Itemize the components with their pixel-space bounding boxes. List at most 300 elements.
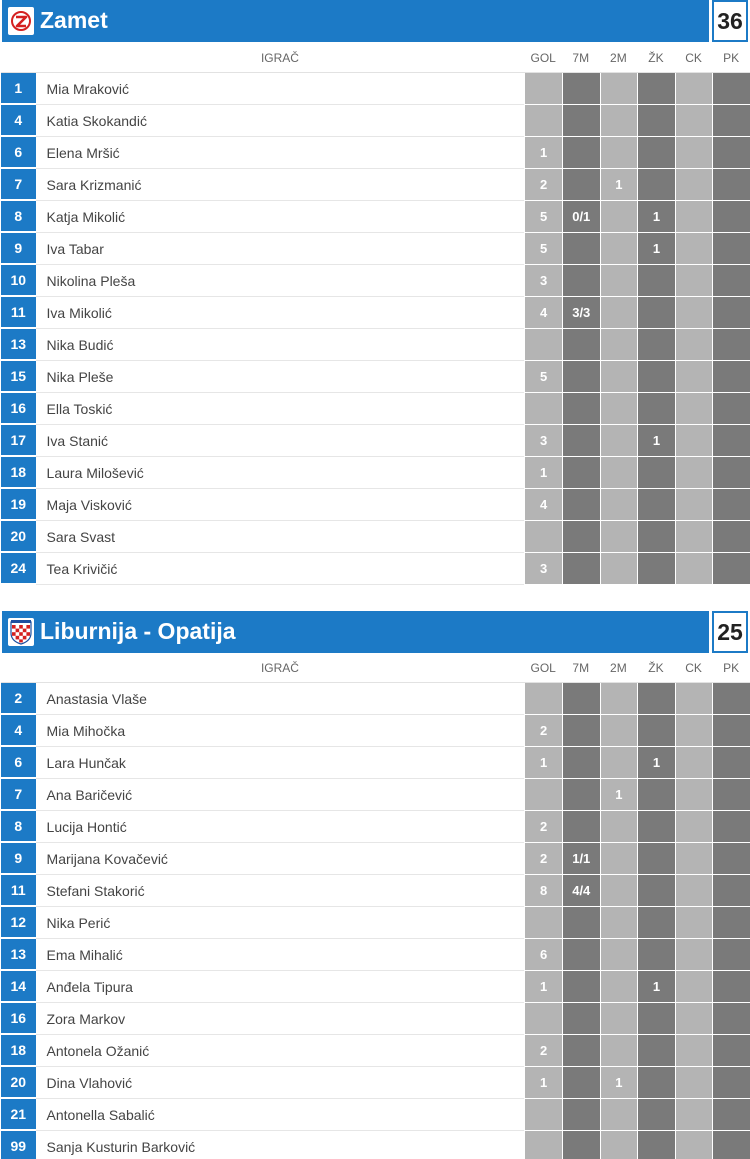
player-number: 8 (1, 811, 36, 843)
player-column-header: IGRAČ (36, 43, 525, 73)
stat-gol-cell: 4 (524, 489, 562, 521)
table-row (1, 1099, 750, 1131)
stat-pk-cell (712, 843, 750, 875)
stat-ck-cell (675, 875, 713, 907)
stat-ck-cell (675, 137, 713, 169)
stat-2m-cell (600, 1131, 638, 1159)
player-name: Iva Tabar (36, 233, 525, 265)
stat-zk-cell (637, 715, 675, 747)
player-number: 9 (1, 233, 36, 265)
stat-gol-cell: 1 (524, 457, 562, 489)
stat-7m-cell (562, 779, 600, 811)
table-row (1, 553, 750, 585)
stat-ck-cell (675, 169, 713, 201)
team-title-bar (2, 0, 709, 42)
gol-column-header: GOL (524, 43, 562, 73)
stat-2m-cell (600, 361, 638, 393)
stat-7m-cell (562, 1099, 600, 1131)
number-column-header (1, 43, 36, 73)
player-name: Ema Mihalić (36, 939, 525, 971)
table-row (1, 843, 750, 875)
stat-pk-cell (712, 521, 750, 553)
stat-zk-cell (637, 1067, 675, 1099)
table-row (1, 747, 750, 779)
stat-7m-cell: 3/3 (562, 297, 600, 329)
table-row (1, 425, 750, 457)
stat-ck-cell (675, 811, 713, 843)
stat-7m-cell (562, 683, 600, 715)
stat-gol-cell: 8 (524, 875, 562, 907)
stat-ck-cell (675, 843, 713, 875)
player-number: 7 (1, 169, 36, 201)
player-name: Antonela Ožanić (36, 1035, 525, 1067)
stat-gol-cell (524, 683, 562, 715)
player-number: 2 (1, 683, 36, 715)
player-name: Marijana Kovačević (36, 843, 525, 875)
2m-column-header: 2M (600, 653, 638, 683)
pk-column-header: PK (712, 653, 750, 683)
player-name: Nika Perić (36, 907, 525, 939)
player-number: 6 (1, 747, 36, 779)
table-row (1, 939, 750, 971)
zk-column-header: ŽK (637, 43, 675, 73)
stat-2m-cell (600, 747, 638, 779)
stat-gol-cell (524, 907, 562, 939)
stat-7m-cell (562, 425, 600, 457)
player-name: Ana Baričević (36, 779, 525, 811)
stat-7m-cell: 0/1 (562, 201, 600, 233)
table-row (1, 907, 750, 939)
table-row (1, 233, 750, 265)
stat-zk-cell (637, 393, 675, 425)
stat-zk-cell (637, 169, 675, 201)
stat-pk-cell (712, 1067, 750, 1099)
stat-2m-cell (600, 233, 638, 265)
table-row (1, 169, 750, 201)
stat-7m-cell (562, 939, 600, 971)
team-section-liburnija-opatija (0, 611, 750, 653)
team-header (0, 611, 750, 653)
player-number: 1 (1, 73, 36, 105)
stat-zk-cell (637, 361, 675, 393)
player-name: Iva Mikolić (36, 297, 525, 329)
player-name: Sara Svast (36, 521, 525, 553)
pk-column-header: PK (712, 43, 750, 73)
team-header (0, 0, 750, 42)
stat-7m-cell (562, 747, 600, 779)
stat-gol-cell: 4 (524, 297, 562, 329)
table-row (1, 715, 750, 747)
stat-7m-cell (562, 137, 600, 169)
stat-2m-cell (600, 137, 638, 169)
stat-7m-cell (562, 105, 600, 137)
stat-pk-cell (712, 393, 750, 425)
stat-ck-cell (675, 233, 713, 265)
stat-2m-cell (600, 875, 638, 907)
player-number: 19 (1, 489, 36, 521)
stat-zk-cell (637, 265, 675, 297)
player-number: 9 (1, 843, 36, 875)
stat-7m-cell (562, 489, 600, 521)
stat-pk-cell (712, 73, 750, 105)
stat-7m-cell (562, 457, 600, 489)
stat-zk-cell (637, 1099, 675, 1131)
player-name: Nika Budić (36, 329, 525, 361)
stat-gol-cell (524, 779, 562, 811)
stat-pk-cell (712, 425, 750, 457)
stat-zk-cell (637, 811, 675, 843)
player-number: 17 (1, 425, 36, 457)
gol-column-header: GOL (524, 653, 562, 683)
stat-zk-cell (637, 843, 675, 875)
stat-zk-cell (637, 105, 675, 137)
stat-gol-cell: 2 (524, 169, 562, 201)
stat-7m-cell (562, 1035, 600, 1067)
stat-gol-cell: 2 (524, 1035, 562, 1067)
stat-gol-cell (524, 105, 562, 137)
stat-zk-cell (637, 457, 675, 489)
player-name: Maja Visković (36, 489, 525, 521)
table-row (1, 1067, 750, 1099)
stat-pk-cell (712, 553, 750, 585)
stat-7m-cell (562, 1003, 600, 1035)
stat-zk-cell (637, 521, 675, 553)
stat-ck-cell (675, 1035, 713, 1067)
stat-2m-cell (600, 907, 638, 939)
table-row (1, 105, 750, 137)
stat-zk-cell (637, 907, 675, 939)
2m-column-header: 2M (600, 43, 638, 73)
stat-gol-cell (524, 393, 562, 425)
table-row (1, 201, 750, 233)
player-name: Stefani Stakorić (36, 875, 525, 907)
stat-pk-cell (712, 939, 750, 971)
team-name: Liburnija - Opatija (40, 618, 236, 644)
stat-ck-cell (675, 683, 713, 715)
table-row (1, 361, 750, 393)
stat-gol-cell: 3 (524, 265, 562, 297)
stat-ck-cell (675, 265, 713, 297)
stat-pk-cell (712, 169, 750, 201)
stat-gol-cell (524, 1003, 562, 1035)
player-name: Laura Milošević (36, 457, 525, 489)
table-row (1, 971, 750, 1003)
stat-zk-cell: 1 (637, 233, 675, 265)
player-number: 11 (1, 297, 36, 329)
team-score: 36 (712, 0, 748, 42)
table-row (1, 393, 750, 425)
player-number: 99 (1, 1131, 36, 1159)
table-row (1, 811, 750, 843)
stat-ck-cell (675, 393, 713, 425)
table-row (1, 329, 750, 361)
table-row (1, 1035, 750, 1067)
stat-gol-cell: 2 (524, 811, 562, 843)
player-number: 11 (1, 875, 36, 907)
stat-ck-cell (675, 425, 713, 457)
stat-2m-cell (600, 971, 638, 1003)
stat-gol-cell: 5 (524, 233, 562, 265)
stat-2m-cell (600, 521, 638, 553)
player-number: 13 (1, 939, 36, 971)
player-name: Lucija Hontić (36, 811, 525, 843)
stat-2m-cell (600, 1099, 638, 1131)
stat-pk-cell (712, 297, 750, 329)
stat-7m-cell (562, 1131, 600, 1159)
player-number: 24 (1, 553, 36, 585)
stat-ck-cell (675, 329, 713, 361)
stat-pk-cell (712, 747, 750, 779)
stat-gol-cell (524, 329, 562, 361)
stat-2m-cell (600, 843, 638, 875)
stat-pk-cell (712, 105, 750, 137)
stat-pk-cell (712, 329, 750, 361)
stat-7m-cell (562, 265, 600, 297)
stat-2m-cell (600, 329, 638, 361)
stat-7m-cell (562, 361, 600, 393)
stat-pk-cell (712, 265, 750, 297)
player-number: 7 (1, 779, 36, 811)
stat-2m-cell (600, 489, 638, 521)
team-name: Zamet (40, 7, 108, 33)
player-name: Mia Mihočka (36, 715, 525, 747)
stat-pk-cell (712, 683, 750, 715)
stat-2m-cell (600, 201, 638, 233)
team-score: 25 (712, 611, 748, 653)
player-number: 4 (1, 105, 36, 137)
stat-2m-cell (600, 297, 638, 329)
stat-gol-cell: 5 (524, 201, 562, 233)
stat-7m-cell (562, 1067, 600, 1099)
player-stats-table (1, 43, 750, 585)
stat-pk-cell (712, 1003, 750, 1035)
ck-column-header: CK (675, 43, 713, 73)
stat-gol-cell: 1 (524, 747, 562, 779)
stat-7m-cell: 4/4 (562, 875, 600, 907)
player-number: 20 (1, 521, 36, 553)
stat-zk-cell: 1 (637, 747, 675, 779)
stat-pk-cell (712, 489, 750, 521)
table-row (1, 137, 750, 169)
stat-ck-cell (675, 747, 713, 779)
stat-7m-cell: 1/1 (562, 843, 600, 875)
table-header-row (1, 43, 750, 73)
stat-2m-cell: 1 (600, 779, 638, 811)
zamet-club-crest-icon (8, 7, 34, 35)
player-number: 16 (1, 1003, 36, 1035)
player-name: Nika Pleše (36, 361, 525, 393)
table-row (1, 265, 750, 297)
stat-7m-cell (562, 329, 600, 361)
stat-gol-cell: 5 (524, 361, 562, 393)
player-name: Dina Vlahović (36, 1067, 525, 1099)
table-row (1, 1131, 750, 1159)
stat-pk-cell (712, 137, 750, 169)
stat-zk-cell (637, 297, 675, 329)
player-number: 21 (1, 1099, 36, 1131)
stat-2m-cell (600, 939, 638, 971)
player-number: 14 (1, 971, 36, 1003)
stat-7m-cell (562, 971, 600, 1003)
stat-7m-cell (562, 521, 600, 553)
stat-pk-cell (712, 907, 750, 939)
player-name: Iva Stanić (36, 425, 525, 457)
stat-zk-cell (637, 939, 675, 971)
stat-ck-cell (675, 201, 713, 233)
stat-pk-cell (712, 971, 750, 1003)
player-number: 6 (1, 137, 36, 169)
stat-ck-cell (675, 105, 713, 137)
stat-2m-cell (600, 715, 638, 747)
stat-7m-cell (562, 73, 600, 105)
player-number: 20 (1, 1067, 36, 1099)
7m-column-header: 7M (562, 653, 600, 683)
stat-7m-cell (562, 553, 600, 585)
player-name: Katia Skokandić (36, 105, 525, 137)
table-row (1, 457, 750, 489)
stat-7m-cell (562, 393, 600, 425)
player-name: Elena Mršić (36, 137, 525, 169)
stat-zk-cell (637, 1035, 675, 1067)
player-name: Anđela Tipura (36, 971, 525, 1003)
stat-ck-cell (675, 1067, 713, 1099)
stat-gol-cell: 2 (524, 843, 562, 875)
player-number: 15 (1, 361, 36, 393)
player-name: Anastasia Vlaše (36, 683, 525, 715)
player-name: Tea Krivičić (36, 553, 525, 585)
stat-2m-cell (600, 553, 638, 585)
player-number: 16 (1, 393, 36, 425)
stat-7m-cell (562, 169, 600, 201)
player-number: 18 (1, 1035, 36, 1067)
stat-gol-cell: 1 (524, 137, 562, 169)
stat-2m-cell (600, 105, 638, 137)
stat-ck-cell (675, 1099, 713, 1131)
stat-2m-cell (600, 1003, 638, 1035)
stat-zk-cell (637, 73, 675, 105)
stat-zk-cell (637, 329, 675, 361)
player-number: 8 (1, 201, 36, 233)
stat-2m-cell (600, 457, 638, 489)
player-column-header: IGRAČ (36, 653, 525, 683)
stat-zk-cell (637, 1131, 675, 1159)
stat-gol-cell (524, 521, 562, 553)
player-name: Sara Krizmanić (36, 169, 525, 201)
player-number: 18 (1, 457, 36, 489)
stat-pk-cell (712, 233, 750, 265)
stat-ck-cell (675, 971, 713, 1003)
stat-ck-cell (675, 1131, 713, 1159)
stat-zk-cell: 1 (637, 971, 675, 1003)
player-name: Katja Mikolić (36, 201, 525, 233)
stat-ck-cell (675, 489, 713, 521)
stat-zk-cell (637, 875, 675, 907)
7m-column-header: 7M (562, 43, 600, 73)
stat-pk-cell (712, 875, 750, 907)
stat-2m-cell: 1 (600, 1067, 638, 1099)
number-column-header (1, 653, 36, 683)
stat-2m-cell (600, 1035, 638, 1067)
stat-pk-cell (712, 779, 750, 811)
stat-gol-cell (524, 1099, 562, 1131)
table-row (1, 73, 750, 105)
player-name: Lara Hunčak (36, 747, 525, 779)
stat-pk-cell (712, 1035, 750, 1067)
stat-2m-cell (600, 811, 638, 843)
stat-7m-cell (562, 715, 600, 747)
stat-zk-cell: 1 (637, 425, 675, 457)
stat-2m-cell: 1 (600, 169, 638, 201)
stat-zk-cell (637, 489, 675, 521)
stat-pk-cell (712, 1131, 750, 1159)
player-number: 13 (1, 329, 36, 361)
stat-ck-cell (675, 1003, 713, 1035)
stat-ck-cell (675, 361, 713, 393)
stat-gol-cell: 1 (524, 1067, 562, 1099)
table-row (1, 521, 750, 553)
stat-zk-cell: 1 (637, 201, 675, 233)
player-stats-table (1, 653, 750, 1159)
stat-pk-cell (712, 361, 750, 393)
stat-gol-cell (524, 1131, 562, 1159)
checkered-shield-crest-icon (8, 618, 34, 646)
stat-7m-cell (562, 233, 600, 265)
player-number: 12 (1, 907, 36, 939)
table-row (1, 779, 750, 811)
stat-pk-cell (712, 201, 750, 233)
stat-ck-cell (675, 715, 713, 747)
player-name: Zora Markov (36, 1003, 525, 1035)
zk-column-header: ŽK (637, 653, 675, 683)
player-name: Antonella Sabalić (36, 1099, 525, 1131)
stat-gol-cell: 3 (524, 425, 562, 457)
table-row (1, 1003, 750, 1035)
stat-zk-cell (637, 1003, 675, 1035)
stat-ck-cell (675, 553, 713, 585)
stat-gol-cell: 6 (524, 939, 562, 971)
stat-7m-cell (562, 907, 600, 939)
stat-zk-cell (637, 683, 675, 715)
stat-2m-cell (600, 683, 638, 715)
team-section-zamet (0, 0, 750, 42)
stat-zk-cell (637, 553, 675, 585)
stat-zk-cell (637, 137, 675, 169)
stat-ck-cell (675, 297, 713, 329)
ck-column-header: CK (675, 653, 713, 683)
stat-gol-cell: 1 (524, 971, 562, 1003)
table-row (1, 683, 750, 715)
stat-ck-cell (675, 779, 713, 811)
stat-ck-cell (675, 521, 713, 553)
player-name: Mia Mraković (36, 73, 525, 105)
player-name: Ella Toskić (36, 393, 525, 425)
stat-gol-cell: 2 (524, 715, 562, 747)
table-header-row (1, 653, 750, 683)
stat-2m-cell (600, 73, 638, 105)
stat-2m-cell (600, 393, 638, 425)
player-number: 10 (1, 265, 36, 297)
stat-ck-cell (675, 907, 713, 939)
stat-pk-cell (712, 1099, 750, 1131)
table-row (1, 297, 750, 329)
table-row (1, 875, 750, 907)
stat-ck-cell (675, 73, 713, 105)
stat-pk-cell (712, 715, 750, 747)
player-name: Nikolina Pleša (36, 265, 525, 297)
stat-gol-cell (524, 73, 562, 105)
player-number: 4 (1, 715, 36, 747)
stat-7m-cell (562, 811, 600, 843)
